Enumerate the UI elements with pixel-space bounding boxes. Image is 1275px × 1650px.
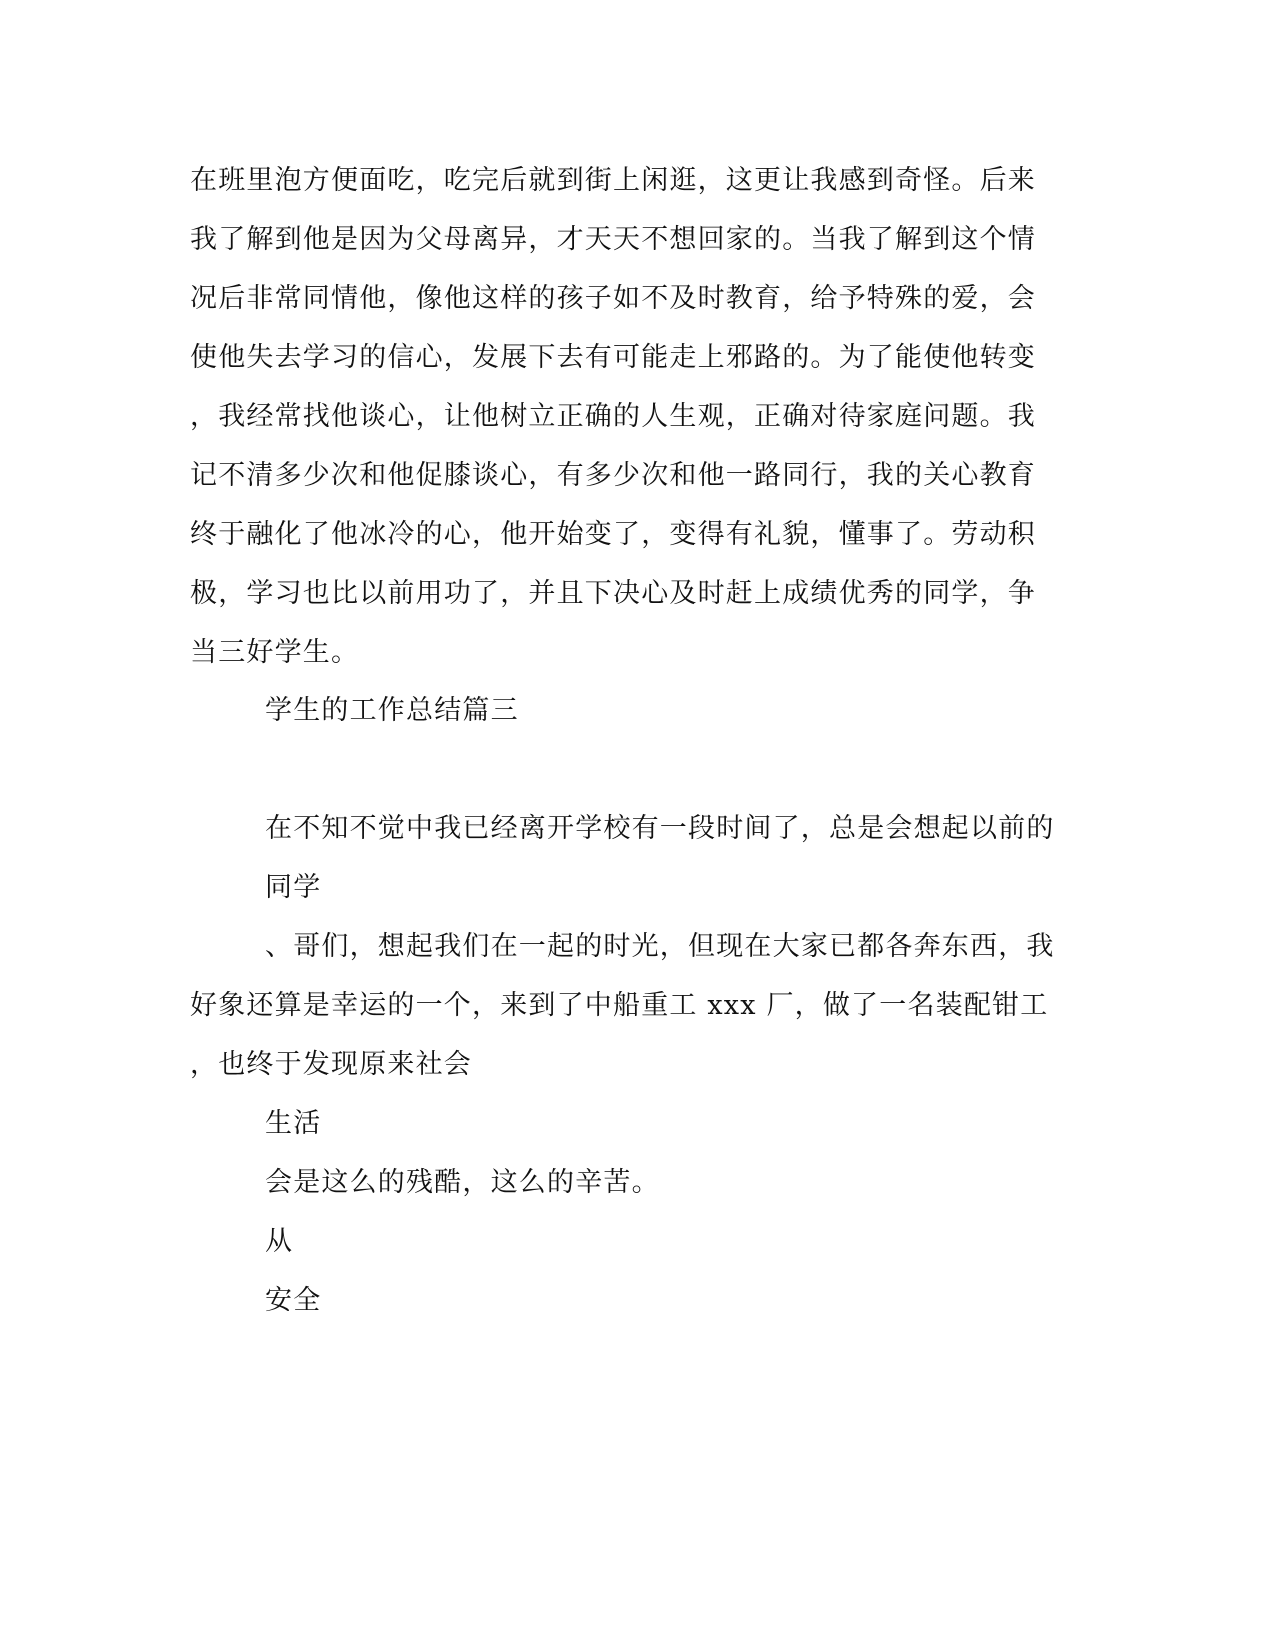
section-title: 学生的工作总结篇三 bbox=[265, 695, 519, 726]
paragraph-line: ，也终于发现原来社会 bbox=[190, 1049, 472, 1080]
paragraph-line: 况后非常同情他，像他这样的孩子如不及时教育，给予特殊的爱，会 bbox=[190, 283, 1036, 314]
paragraph-line: 终于融化了他冰冷的心，他开始变了，变得有礼貌，懂事了。劳动积 bbox=[190, 519, 1036, 550]
paragraph-line: 当三好学生。 bbox=[190, 637, 360, 668]
paragraph-line: 同学 bbox=[265, 872, 322, 903]
paragraph-line: 生活 bbox=[265, 1108, 322, 1139]
paragraph-line: 、哥们，想起我们在一起的时光，但现在大家已都各奔东西，我 bbox=[265, 931, 1055, 962]
paragraph-line: 极，学习也比以前用功了，并且下决心及时赶上成绩优秀的同学，争 bbox=[190, 578, 1036, 609]
paragraph-line: 在班里泡方便面吃，吃完后就到街上闲逛，这更让我感到奇怪。后来 bbox=[190, 165, 1036, 196]
paragraph-line: 会是这么的残酷，这么的辛苦。 bbox=[265, 1167, 660, 1198]
paragraph-line: 从 bbox=[265, 1226, 294, 1257]
paragraph-line: 我了解到他是因为父母离异，才天天不想回家的。当我了解到这个情 bbox=[190, 224, 1036, 255]
paragraph-line: 记不清多少次和他促膝谈心，有多少次和他一路同行，我的关心教育 bbox=[190, 460, 1036, 491]
paragraph-line: 使他失去学习的信心，发展下去有可能走上邪路的。为了能使他转变 bbox=[190, 342, 1036, 373]
paragraph-line: 安全 bbox=[265, 1285, 322, 1316]
paragraph-line: ，我经常找他谈心，让他树立正确的人生观，正确对待家庭问题。我 bbox=[190, 401, 1036, 432]
paragraph-line: 好象还算是幸运的一个，来到了中船重工 xxx 厂，做了一名装配钳工 bbox=[190, 990, 1049, 1021]
paragraph-line: 在不知不觉中我已经离开学校有一段时间了，总是会想起以前的 bbox=[265, 813, 1055, 844]
